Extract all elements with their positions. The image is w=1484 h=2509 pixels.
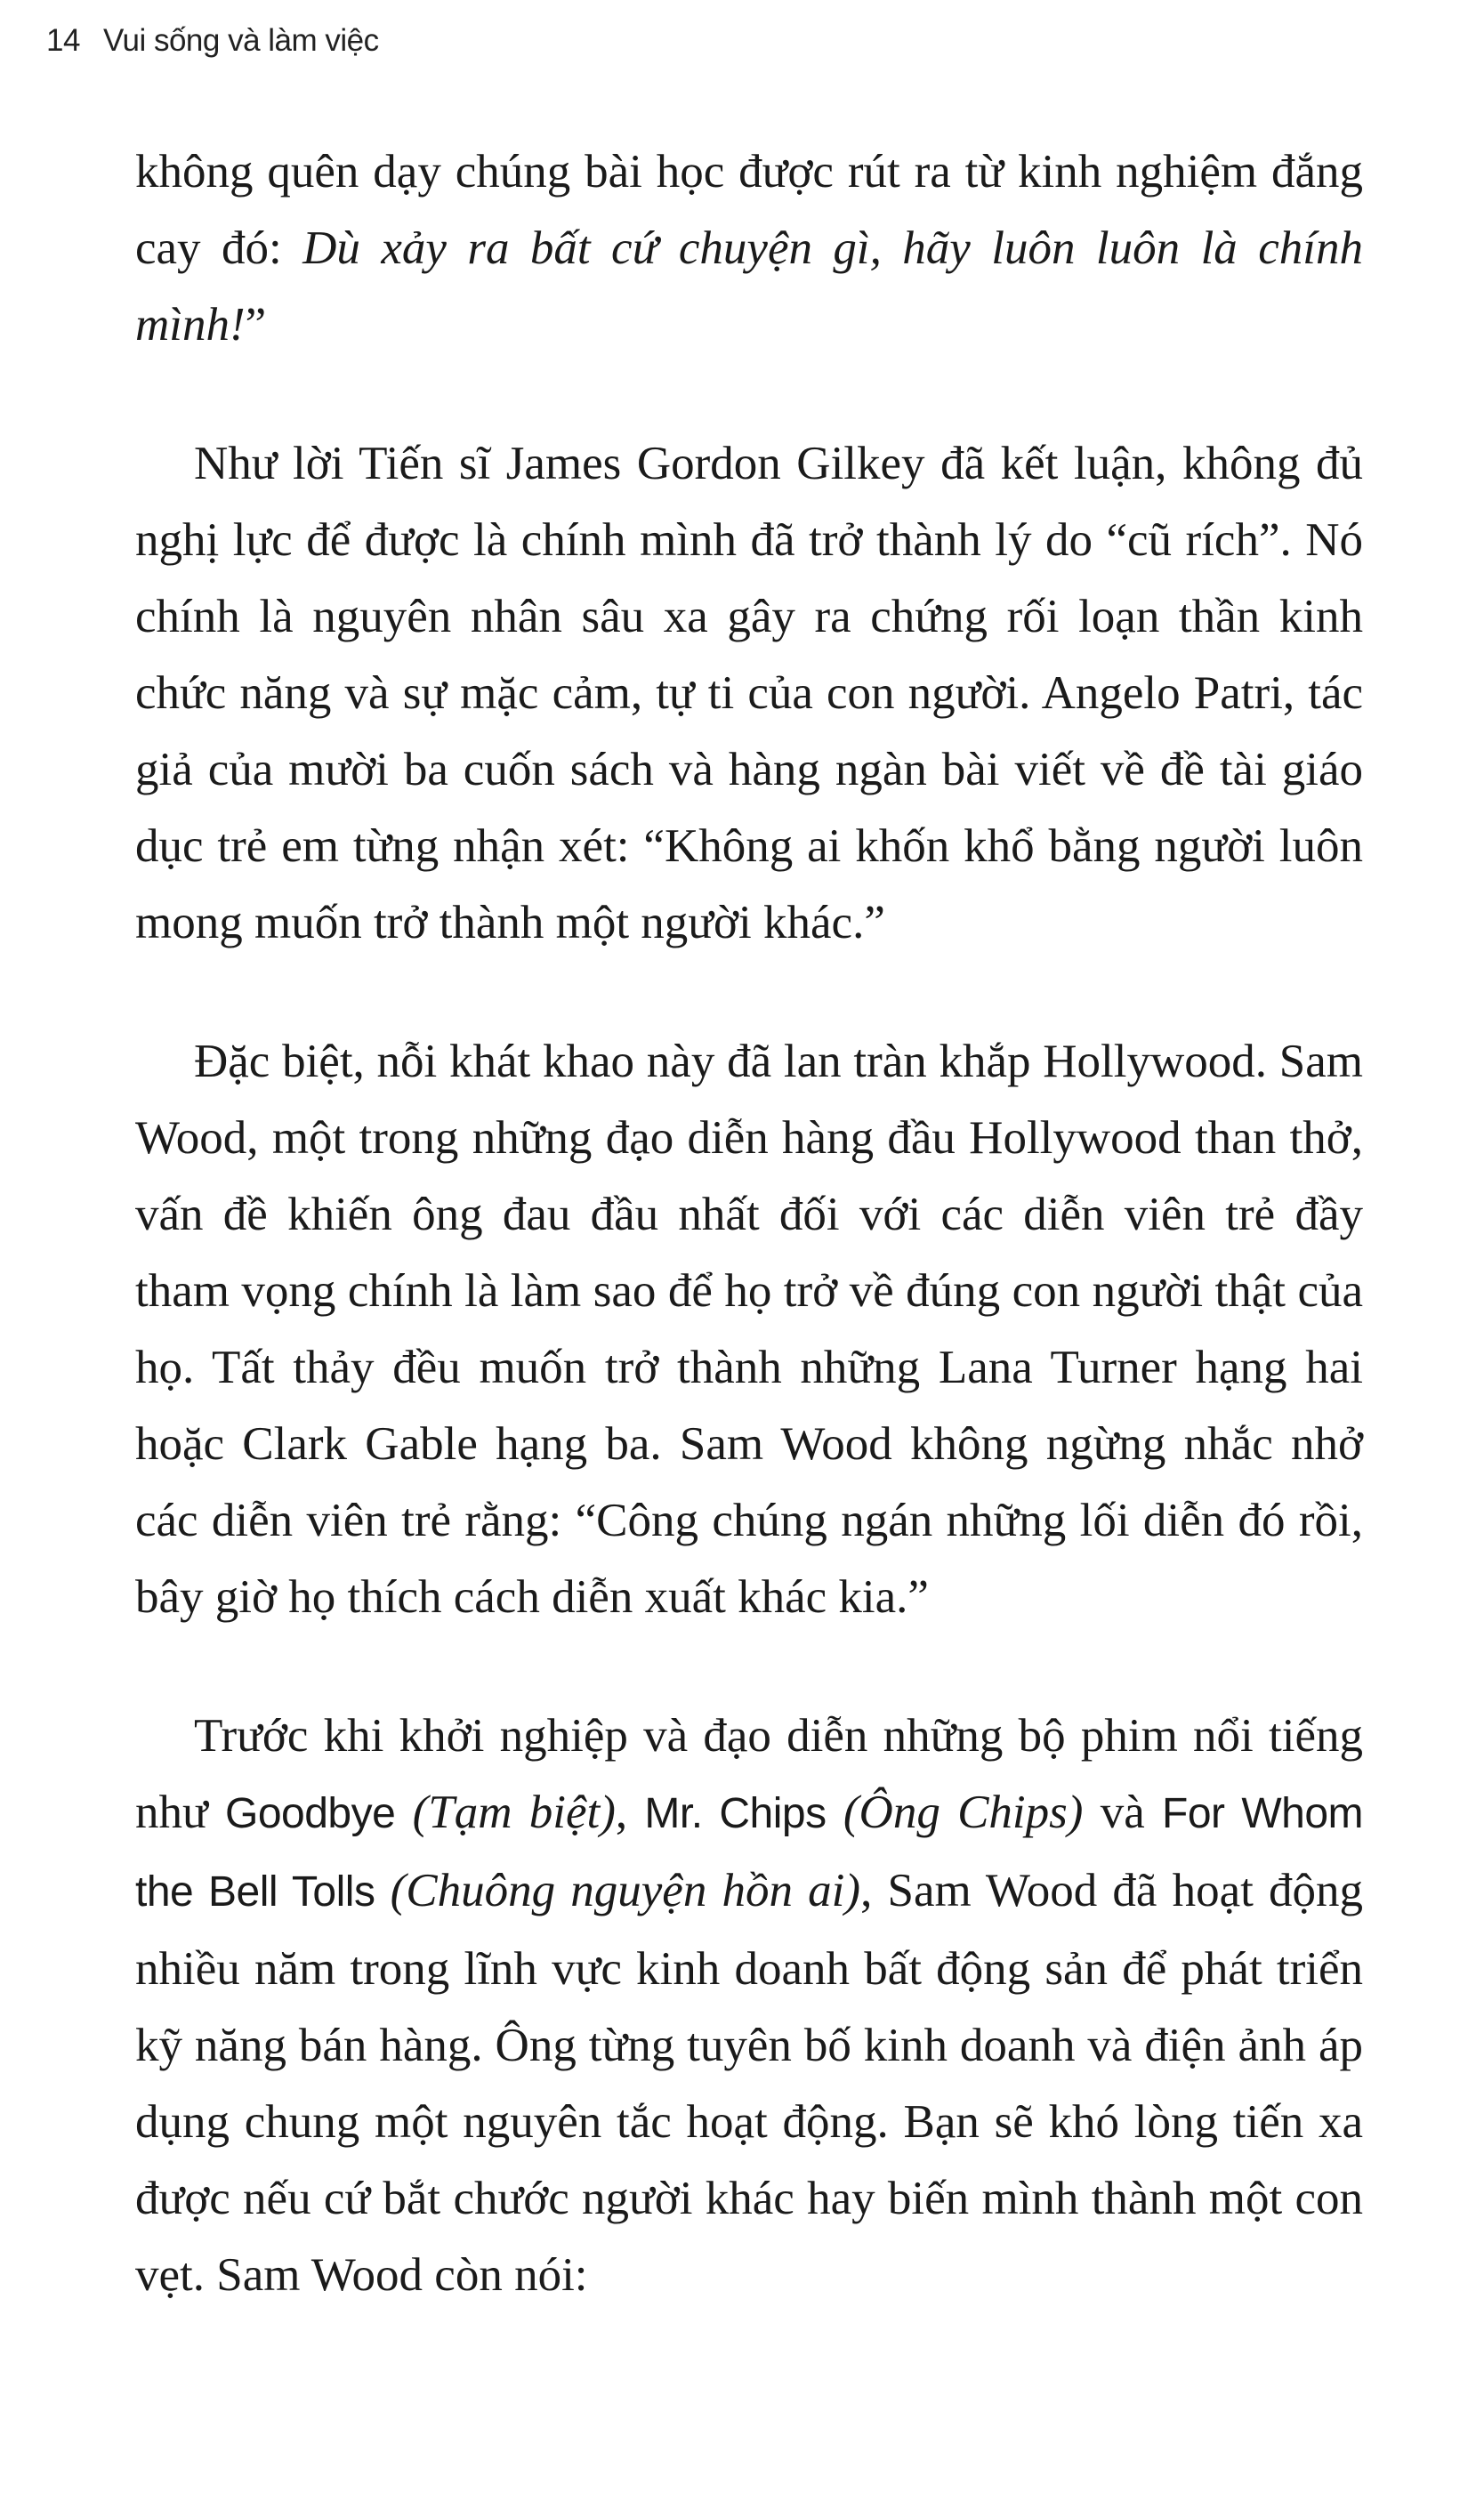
paragraph-sam-wood: Trước khi khởi nghiệp và đạo diễn những bộ phim nổi tiếng như Goodbye (Tạm biệt), Mr. Chips (Ông Chips) và For Whom the Bell Tolls (Chuông nguyện hồn ai), Sam Wood đã hoạt động nhiều năm trong lĩnh vực kinh doanh bất động sản để phát triển kỹ năng bán hàng. Ông từng tuyên bố kinh doanh và điện ảnh áp dụng chung một nguyên tắc hoạt động. Bạn sẽ khó lòng tiến xa được nếu cứ bắt chước người khác hay biến mình thành một con vẹt. Sam Wood còn nói:: [135, 1710, 1364, 2301]
film-translation-chuong-nguyen-hon-ai: (Chuông nguyện hồn ai): [390, 1865, 861, 1916]
emphasis-quote: Dù xảy ra bất cứ chuyện gì, hãy luôn luôn là chính mình!: [135, 222, 1363, 351]
film-title-mr-chips: Mr. Chips: [644, 1790, 827, 1837]
closing-quote-mark: ”: [245, 299, 267, 351]
running-header: [46, 23, 379, 59]
film-title-goodbye: Goodbye: [225, 1790, 396, 1837]
paragraph-text: , Sam Wood đã hoạt động nhiều năm trong lĩnh vực kinh doanh bất động sản để phát triển kỹ năng bán hàng. Ông từng tuyên bố kinh doanh và điện ảnh áp dụng chung một nguyên tắc hoạt động. Bạn sẽ khó lòng tiến xa được nếu cứ bắt chước người khác hay biến mình thành một con vẹt. Sam Wood còn nói:: [135, 1865, 1363, 2301]
paragraph-continuation: [135, 133, 1363, 363]
book-title: Vui sống và làm việc: [102, 23, 379, 58]
film-translation-ong-chips: (Ông Chips): [843, 1787, 1084, 1838]
paragraph-gilkey: Như lời Tiến sĩ James Gordon Gilkey đã kết luận, không đủ nghị lực để được là chính mình đã trở thành lý do “cũ rích”. Nó chính là nguyên nhân sâu xa gây ra chứng rối loạn thần kinh chức năng và sự mặc cảm, tự ti của con người. Angelo Patri, tác giả của mười ba cuốn sách và hàng ngàn bài viết về đề tài giáo dục trẻ em từng nhận xét: “Không ai khốn khổ bằng người luôn mong muốn trở thành một người khác.”: [135, 438, 1363, 948]
paragraph-text: không quên dạy chúng bài học được rút ra từ kinh nghiệm đắng cay đó:: [135, 146, 1363, 274]
body-text: [135, 133, 1363, 2313]
film-title-for-whom-the-bell-tolls: For Whom the Bell Tolls: [135, 1790, 1364, 1916]
paragraph-text: Trước khi khởi nghiệp và đạo diễn những bộ phim nổi tiếng như: [135, 1710, 1363, 1838]
paragraph-hollywood: Đặc biệt, nỗi khát khao này đã lan tràn khắp Hollywood. Sam Wood, một trong những đạo diễn hàng đầu Hollywood than thở, vấn đề khiến ông đau đầu nhất đối với các diễn viên trẻ đầy tham vọng chính là làm sao để họ trở về đúng con người thật của họ. Tất thảy đều muốn trở thành những Lana Turner hạng hai hoặc Clark Gable hạng ba. Sam Wood không ngừng nhắc nhở các diễn viên trẻ rằng: “Công chúng ngán những lối diễn đó rồi, bây giờ họ thích cách diễn xuất khác kia.”: [135, 1036, 1363, 1623]
film-translation-tam-biet: (Tạm biệt): [412, 1787, 616, 1838]
page-number: 14: [46, 23, 80, 58]
